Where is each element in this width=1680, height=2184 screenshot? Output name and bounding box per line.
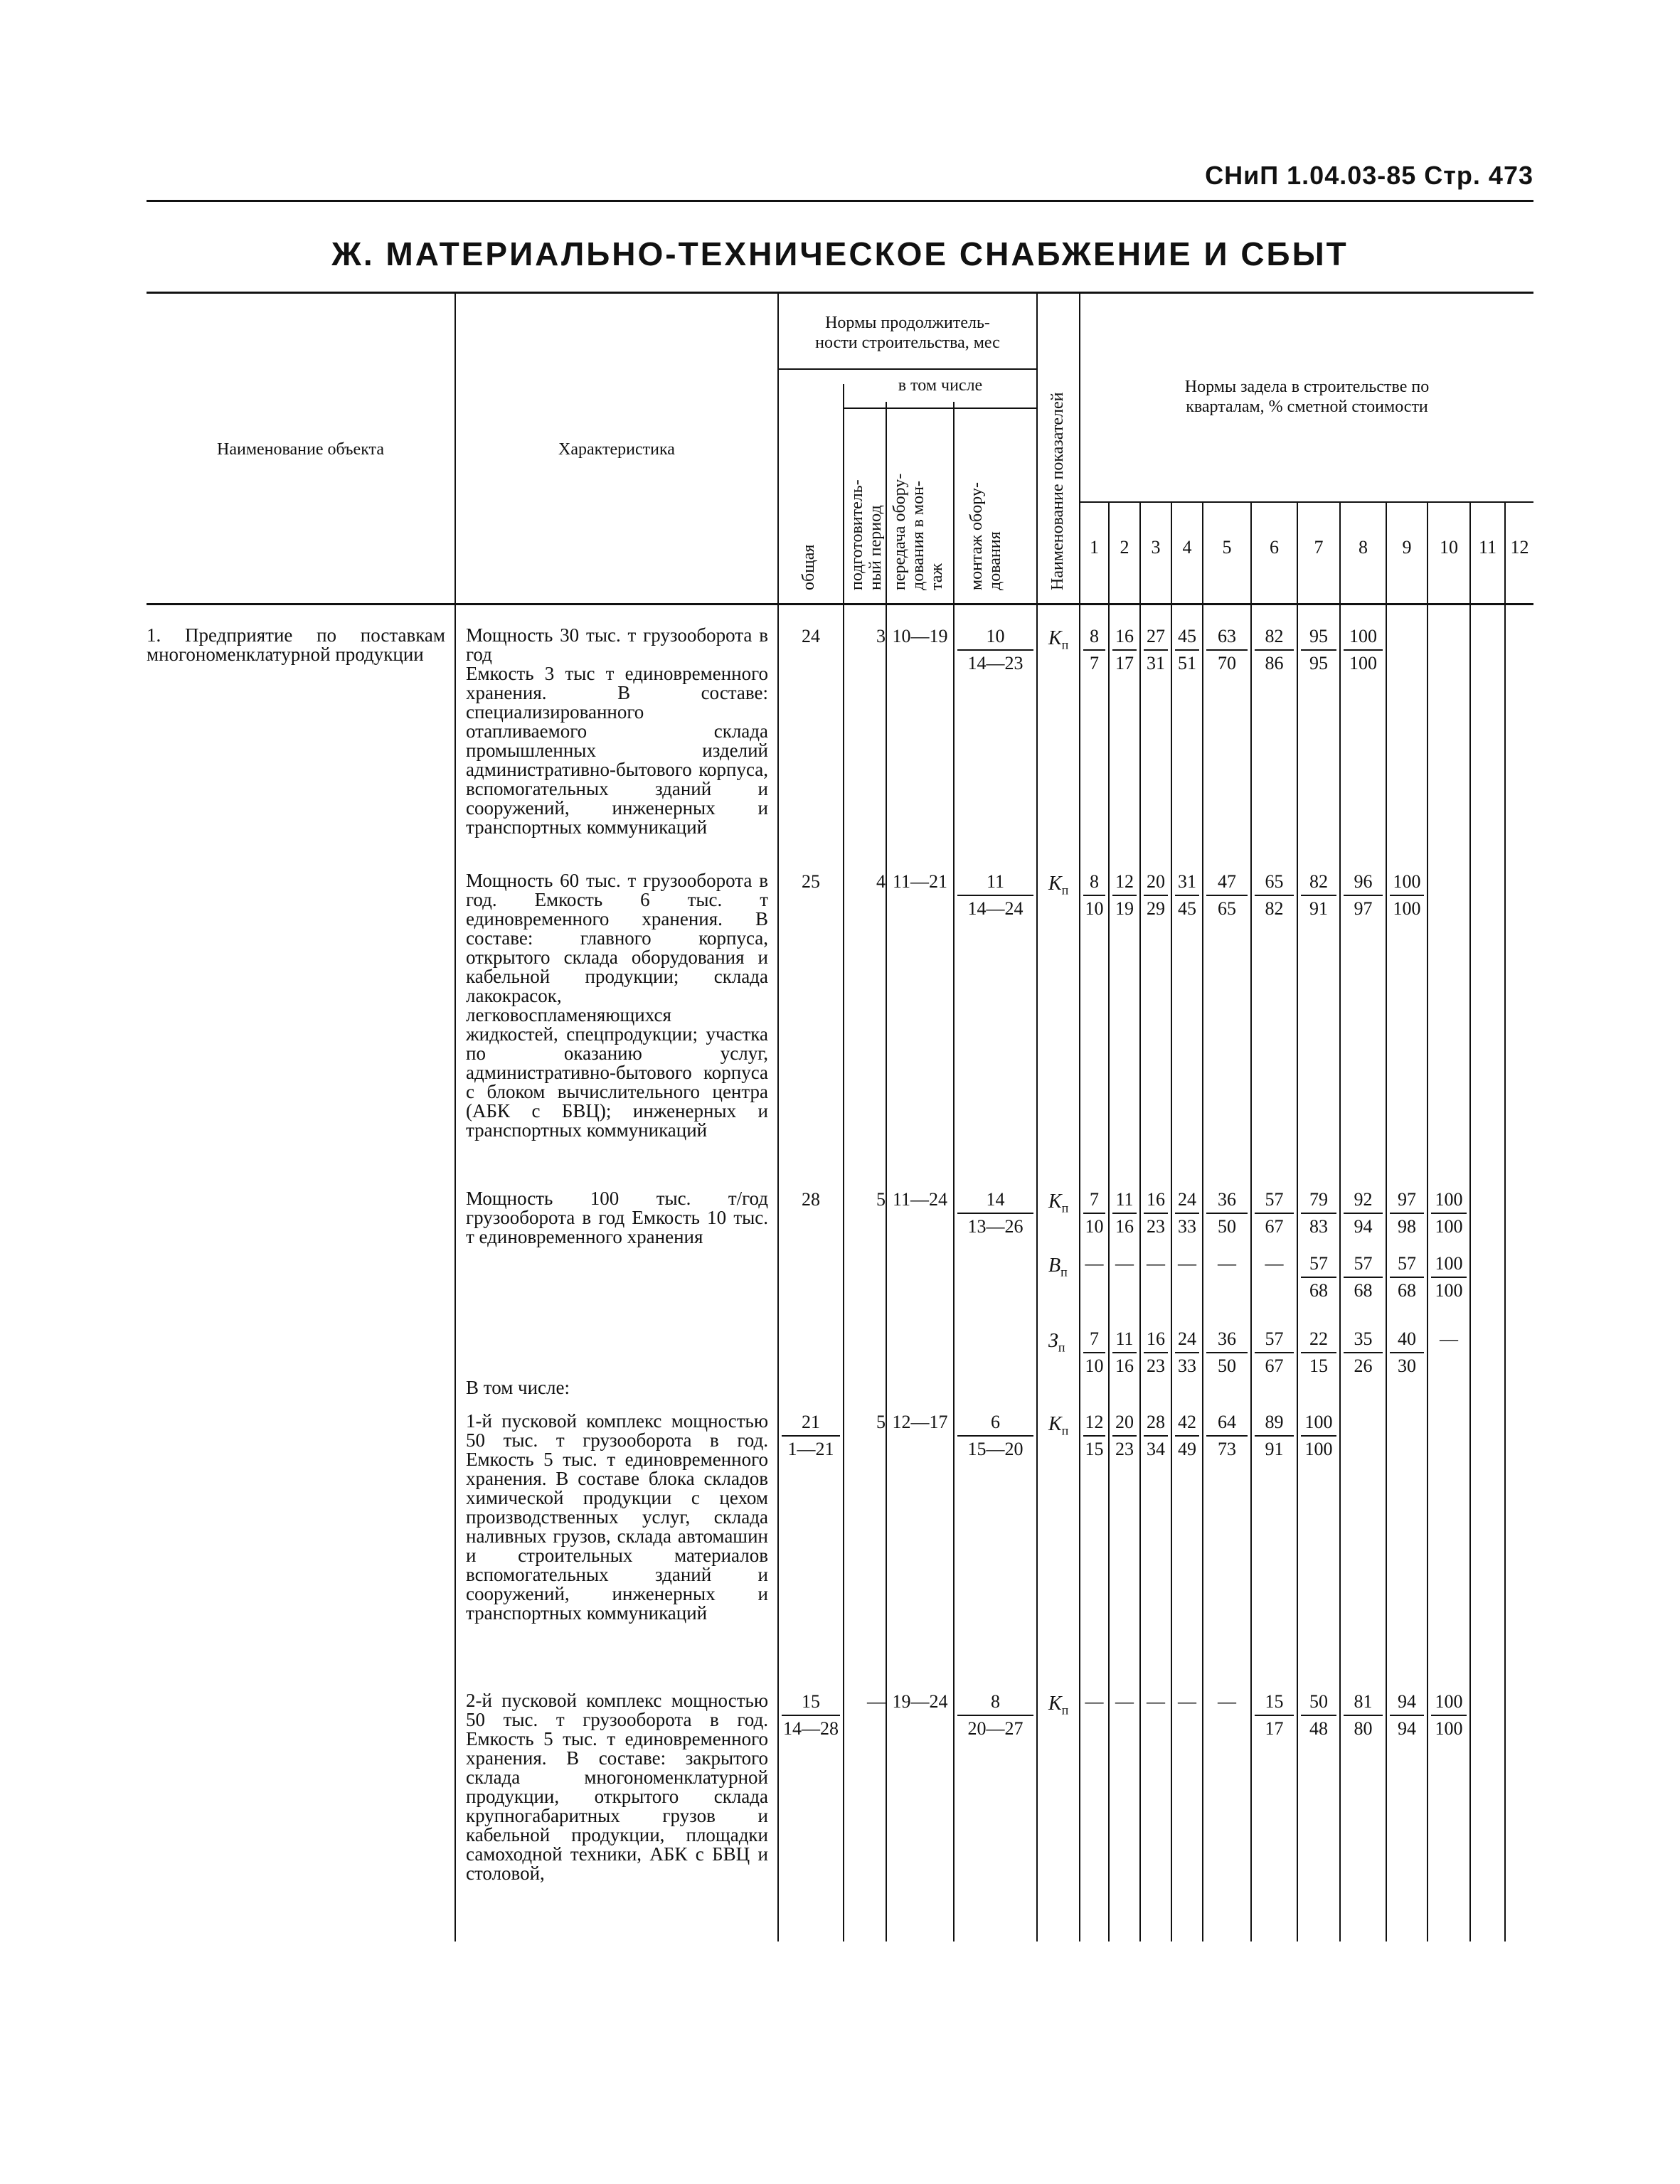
fraction-bar — [1301, 649, 1336, 651]
quarter-value-bottom: 97 — [1354, 898, 1373, 919]
indicator-label: $К_п$ — [1048, 1413, 1069, 1438]
quarter-value-bottom: 65 — [1218, 898, 1236, 919]
quarter-value: 24 — [1178, 1189, 1196, 1210]
fraction-bar — [1206, 1435, 1248, 1437]
quarter-value-bottom: 91 — [1309, 898, 1328, 919]
fraction-bar — [1112, 1352, 1137, 1353]
quarter-value: — — [1115, 1253, 1134, 1274]
duration-mount-range: 14—23 — [967, 653, 1024, 673]
quarter-value-bottom: 94 — [1398, 1718, 1416, 1739]
fraction-bar — [1112, 1213, 1137, 1214]
quarter-value: 96 — [1354, 871, 1373, 892]
quarter-value-bottom: 23 — [1147, 1355, 1165, 1376]
quarter-value-bottom: 100 — [1393, 898, 1421, 919]
fraction-bar — [1144, 895, 1168, 896]
duration-mount: 14 — [986, 1189, 1005, 1210]
fraction-bar — [1301, 1435, 1336, 1437]
fraction-bar — [1255, 1715, 1294, 1716]
quarter-value-bottom: 48 — [1309, 1718, 1328, 1739]
indicator-label: $В_п$ — [1048, 1255, 1068, 1279]
fraction-bar — [1083, 1213, 1105, 1214]
quarter-value: 16 — [1147, 1328, 1165, 1349]
quarter-value: 100 — [1304, 1412, 1333, 1432]
quarter-value: 27 — [1147, 626, 1165, 646]
duration-general-range: 1—21 — [787, 1439, 834, 1459]
fraction-bar — [1083, 1352, 1105, 1353]
quarter-value-bottom: 10 — [1085, 1216, 1104, 1237]
row-characteristic: 1-й пусковой комплекс мощностью 50 тыс. т грузооборота в год. Емкость 5 тыс. т единовременного хранения. В составе блока складов химической продукции с цехом производственных услуг, склада наливных грузов, склада автомашин и строительных материалов вспомогательных зданий и сооружений, инженерных и транспортных коммуникаций — [466, 1410, 768, 1624]
quarter-value-bottom: 70 — [1218, 653, 1236, 673]
quarter-11: 11 — [1478, 537, 1497, 558]
duration-prep: 3 — [876, 626, 886, 646]
quarter-value: 12 — [1085, 1412, 1104, 1432]
quarter-value-bottom: 98 — [1398, 1216, 1416, 1237]
quarter-value-bottom: 67 — [1265, 1216, 1284, 1237]
quarter-value: 64 — [1218, 1412, 1236, 1432]
fraction-bar — [1301, 895, 1336, 896]
quarter-7: 7 — [1314, 537, 1324, 558]
fraction-bar — [1255, 649, 1294, 651]
quarter-value: 57 — [1309, 1253, 1328, 1274]
quarter-value: 50 — [1309, 1691, 1328, 1712]
quarter-value: 94 — [1398, 1691, 1416, 1712]
quarter-value-bottom: 33 — [1178, 1216, 1196, 1237]
row-characteristic: В том числе: — [466, 1377, 570, 1398]
quarter-value-bottom: 86 — [1265, 653, 1284, 673]
fraction-bar — [1255, 1352, 1294, 1353]
quarter-value-bottom: 68 — [1354, 1280, 1373, 1301]
quarter-3: 3 — [1151, 537, 1161, 558]
fraction-bar — [1431, 1213, 1467, 1214]
fraction-bar — [1255, 1435, 1294, 1437]
quarter-value: 15 — [1265, 1691, 1284, 1712]
fraction-bar — [1344, 895, 1383, 896]
fraction-bar — [1112, 895, 1137, 896]
fraction-bar — [1206, 1213, 1248, 1214]
row-characteristic: Мощность 30 тыс. т грузооборота в год Емкость 3 тыс т единовременного хранения. В составе: специализированного отапливаемого склада промышленных изделий административно-бытового корпуса, вспомогательных зданий и сооружений, инженерных и транспортных коммуникаций — [466, 624, 768, 838]
fraction-bar — [1175, 1435, 1199, 1437]
fraction-bar — [957, 1715, 1033, 1716]
quarter-value: 89 — [1265, 1412, 1284, 1432]
fraction-bar — [1431, 1715, 1467, 1716]
quarter-value-bottom: 68 — [1398, 1280, 1416, 1301]
quarter-value-bottom: 19 — [1115, 898, 1134, 919]
fraction-bar — [782, 1715, 840, 1716]
section-title: Ж. МАТЕРИАЛЬНО-ТЕХНИЧЕСКОЕ СНАБЖЕНИЕ И СБЫТ — [331, 235, 1349, 272]
duration-mount-range: 15—20 — [967, 1439, 1024, 1459]
fraction-bar — [1144, 1213, 1168, 1214]
quarter-value-bottom: 95 — [1309, 653, 1328, 673]
quarter-value-bottom: 50 — [1218, 1355, 1236, 1376]
duration-transfer: 19—24 — [892, 1691, 948, 1712]
duration-mount-range: 13—26 — [967, 1216, 1024, 1237]
fraction-bar — [1112, 649, 1137, 651]
quarter-value-bottom: 29 — [1147, 898, 1165, 919]
fraction-bar — [1083, 649, 1105, 651]
quarter-value-bottom: 83 — [1309, 1216, 1328, 1237]
quarter-value-bottom: 23 — [1147, 1216, 1165, 1237]
fraction-bar — [1390, 1715, 1424, 1716]
quarter-value: 57 — [1265, 1328, 1284, 1349]
quarter-value: — — [1178, 1691, 1196, 1712]
quarter-value-bottom: 68 — [1309, 1280, 1328, 1301]
quarter-value: — — [1218, 1253, 1236, 1274]
quarter-value-bottom: 10 — [1085, 1355, 1104, 1376]
quarter-value: 11 — [1115, 1189, 1134, 1210]
fraction-bar — [1301, 1277, 1336, 1278]
quarter-value: 95 — [1309, 626, 1328, 646]
col-header-prep: подготовитель- ный период — [848, 479, 885, 590]
quarter-value-bottom: 100 — [1435, 1216, 1463, 1237]
duration-transfer: 11—24 — [892, 1189, 948, 1210]
col-header-in-that: в том числе — [898, 376, 983, 395]
quarter-value: — — [1085, 1691, 1104, 1712]
quarter-value-bottom: 51 — [1178, 653, 1196, 673]
quarter-value: 12 — [1115, 871, 1134, 892]
quarter-value-bottom: 45 — [1178, 898, 1196, 919]
fraction-bar — [1344, 1277, 1383, 1278]
fraction-bar — [1206, 895, 1248, 896]
quarter-value: 36 — [1218, 1328, 1236, 1349]
duration-transfer: 11—21 — [892, 871, 948, 892]
quarter-value-bottom: 73 — [1218, 1439, 1236, 1459]
fraction-bar — [1344, 1213, 1383, 1214]
quarter-value: 57 — [1354, 1253, 1373, 1274]
quarter-value: 16 — [1115, 626, 1134, 646]
quarter-value-bottom: 23 — [1115, 1439, 1134, 1459]
row-characteristic: Мощность 100 тыс. т/год грузооборота в год Емкость 10 тыс. т единовременного хранения — [466, 1188, 768, 1247]
fraction-bar — [1083, 895, 1105, 896]
fraction-bar — [1344, 649, 1383, 651]
quarter-value: 79 — [1309, 1189, 1328, 1210]
fraction-bar — [957, 1213, 1033, 1214]
quarter-value-bottom: 94 — [1354, 1216, 1373, 1237]
quarter-value: 42 — [1178, 1412, 1196, 1432]
fraction-bar — [1390, 1213, 1424, 1214]
quarter-value: 11 — [1115, 1328, 1134, 1349]
quarter-value: — — [1085, 1253, 1104, 1274]
quarter-value: 100 — [1435, 1253, 1463, 1274]
quarter-value: 20 — [1147, 871, 1165, 892]
quarter-10: 10 — [1440, 537, 1458, 558]
duration-transfer: 12—17 — [892, 1412, 948, 1432]
quarter-value-bottom: 82 — [1265, 898, 1284, 919]
quarter-value: 8 — [1090, 871, 1099, 892]
duration-general: 28 — [802, 1189, 820, 1210]
duration-prep: 5 — [876, 1412, 886, 1432]
quarter-value: — — [1147, 1691, 1165, 1712]
fraction-bar — [1206, 1352, 1248, 1353]
quarter-value: 63 — [1218, 626, 1236, 646]
duration-general-range: 14—28 — [783, 1718, 839, 1739]
quarter-value-bottom: 33 — [1178, 1355, 1196, 1376]
quarter-value: 16 — [1147, 1189, 1165, 1210]
col-header-backlog: Нормы задела в строительстве по кварталам, % сметной стоимости — [1184, 378, 1430, 416]
row-characteristic: Мощность 60 тыс. т грузооборота в год. Емкость 6 тыс. т единовременного хранения. В составе: главного корпуса, открытого склада оборудования и кабельной продукции; склада лакокрасок, легковоспламеняющихся жидкостей, спецпродукции; участка по оказанию услуг, административно-бытового корпуса с блоком вычислительного центра (АБК с БВЦ); инженерных и транспортных коммуникаций — [466, 870, 768, 1141]
duration-mount: 11 — [986, 871, 1005, 892]
quarter-value: 31 — [1178, 871, 1196, 892]
fraction-bar — [1390, 1277, 1424, 1278]
quarter-value: 100 — [1393, 871, 1421, 892]
fraction-bar — [1301, 1715, 1336, 1716]
quarter-value-bottom: 30 — [1398, 1355, 1416, 1376]
quarter-value-bottom: 15 — [1085, 1439, 1104, 1459]
col-header-indicator: Наименование показателей — [1048, 392, 1067, 590]
fraction-bar — [1344, 1715, 1383, 1716]
col-header-mount: монтаж обору- дования — [967, 482, 1004, 590]
quarter-value-bottom: 49 — [1178, 1439, 1196, 1459]
quarter-value-bottom: 67 — [1265, 1355, 1284, 1376]
quarter-value-bottom: 17 — [1115, 653, 1134, 673]
quarter-value: 65 — [1265, 871, 1284, 892]
quarter-value: 92 — [1354, 1189, 1373, 1210]
quarter-value: 8 — [1090, 626, 1099, 646]
quarter-5: 5 — [1222, 537, 1232, 558]
duration-prep: — — [867, 1691, 886, 1712]
quarter-value: — — [1115, 1691, 1134, 1712]
indicator-label: $К_п$ — [1048, 1693, 1069, 1717]
duration-prep: 5 — [876, 1189, 886, 1210]
col-header-general: общая — [799, 544, 818, 590]
quarter-value: 7 — [1090, 1328, 1099, 1349]
fraction-bar — [1301, 1213, 1336, 1214]
duration-general: 25 — [802, 871, 820, 892]
quarter-value: — — [1265, 1253, 1284, 1274]
fraction-bar — [1344, 1352, 1383, 1353]
quarter-value-bottom: 26 — [1354, 1355, 1373, 1376]
quarter-2: 2 — [1120, 537, 1129, 558]
fraction-bar — [1390, 1352, 1424, 1353]
quarter-value: 40 — [1398, 1328, 1416, 1349]
quarter-value-bottom: 100 — [1435, 1718, 1463, 1739]
quarter-value: 97 — [1398, 1189, 1416, 1210]
duration-prep: 4 — [876, 871, 886, 892]
indicator-label: $З_п$ — [1048, 1330, 1065, 1355]
fraction-bar — [1144, 1352, 1168, 1353]
quarter-value: 45 — [1178, 626, 1196, 646]
quarter-value: — — [1218, 1691, 1236, 1712]
header-rule — [147, 200, 1533, 202]
quarter-4: 4 — [1182, 537, 1192, 558]
duration-transfer: 10—19 — [892, 626, 948, 646]
fraction-bar — [1431, 1277, 1467, 1278]
col-header-duration: Нормы продолжитель- ности строительства, мес — [815, 314, 1000, 352]
fraction-bar — [782, 1435, 840, 1437]
fraction-bar — [1175, 895, 1199, 896]
indicator-label: $К_п$ — [1048, 873, 1069, 897]
fraction-bar — [1144, 649, 1168, 651]
quarter-12: 12 — [1510, 537, 1529, 558]
quarter-value: 35 — [1354, 1328, 1373, 1349]
quarter-value: — — [1178, 1253, 1196, 1274]
quarter-value: 57 — [1265, 1189, 1284, 1210]
fraction-bar — [1144, 1435, 1168, 1437]
fraction-bar — [1206, 649, 1248, 651]
quarter-value-bottom: 7 — [1090, 653, 1099, 673]
quarter-value: 100 — [1349, 626, 1377, 646]
fraction-bar — [1255, 1213, 1294, 1214]
quarter-value-bottom: 34 — [1147, 1439, 1165, 1459]
quarter-value-bottom: 80 — [1354, 1718, 1373, 1739]
quarter-value-bottom: 91 — [1265, 1439, 1284, 1459]
duration-general: 15 — [802, 1691, 820, 1712]
col-header-characteristic: Характеристика — [558, 440, 675, 459]
fraction-bar — [1175, 1352, 1199, 1353]
quarter-value: 100 — [1435, 1691, 1463, 1712]
quarter-value: 100 — [1435, 1189, 1463, 1210]
fraction-bar — [1175, 1213, 1199, 1214]
quarter-value: 82 — [1265, 626, 1284, 646]
fraction-bar — [1175, 649, 1199, 651]
quarter-value: 28 — [1147, 1412, 1165, 1432]
fraction-bar — [1112, 1435, 1137, 1437]
quarter-value-bottom: 100 — [1304, 1439, 1333, 1459]
quarter-1: 1 — [1090, 537, 1099, 558]
quarter-value: 22 — [1309, 1328, 1328, 1349]
quarter-9: 9 — [1402, 537, 1412, 558]
fraction-bar — [1255, 895, 1294, 896]
quarter-6: 6 — [1270, 537, 1279, 558]
duration-mount: 6 — [991, 1412, 1000, 1432]
duration-mount: 10 — [986, 626, 1005, 646]
quarter-value: — — [1147, 1253, 1165, 1274]
quarter-value: 57 — [1398, 1253, 1416, 1274]
duration-mount-range: 20—27 — [967, 1718, 1024, 1739]
indicator-label: $К_п$ — [1048, 1190, 1069, 1215]
quarter-value: 24 — [1178, 1328, 1196, 1349]
fraction-bar — [957, 1435, 1033, 1437]
fraction-bar — [1390, 895, 1424, 896]
quarter-value: 81 — [1354, 1691, 1373, 1712]
duration-general: 24 — [802, 626, 820, 646]
quarter-value-bottom: 10 — [1085, 898, 1104, 919]
quarter-value-bottom: 100 — [1349, 653, 1377, 673]
fraction-bar — [1083, 1435, 1105, 1437]
quarter-value: — — [1440, 1328, 1458, 1349]
quarter-value: 47 — [1218, 871, 1236, 892]
row-characteristic: 2-й пусковой комплекс мощностью 50 тыс. т грузооборота в год. Емкость 5 тыс. т единовременного хранения. В составе: закрытого склада многономенклатурной продукции, открытого склада крупногабаритных грузов и кабельной продукции, площадки самоходной техники, АБК с БВЦ и столовой, — [466, 1690, 768, 1884]
quarter-value-bottom: 15 — [1309, 1355, 1328, 1376]
indicator-label: $К_п$ — [1048, 627, 1069, 652]
quarter-value: 36 — [1218, 1189, 1236, 1210]
quarter-value-bottom: 50 — [1218, 1216, 1236, 1237]
quarter-value-bottom: 17 — [1265, 1718, 1284, 1739]
duration-mount: 8 — [991, 1691, 1000, 1712]
quarter-value-bottom: 31 — [1147, 653, 1165, 673]
duration-general: 21 — [802, 1412, 820, 1432]
fraction-bar — [1301, 1352, 1336, 1353]
quarter-value: 20 — [1115, 1412, 1134, 1432]
quarter-value-bottom: 16 — [1115, 1355, 1134, 1376]
col-header-transfer: передача обору- дования в мон- таж — [890, 473, 946, 590]
object-name: 1. Предприятие по поставкам многономенклатурной продукции — [147, 624, 445, 665]
page-header: СНиП 1.04.03-85 Стр. 473 — [1205, 161, 1533, 190]
quarter-value-bottom: 100 — [1435, 1280, 1463, 1301]
duration-mount-range: 14—24 — [967, 898, 1024, 919]
col-header-name: Наименование объекта — [217, 440, 384, 459]
quarter-value-bottom: 16 — [1115, 1216, 1134, 1237]
fraction-bar — [957, 649, 1033, 651]
quarter-value: 7 — [1090, 1189, 1099, 1210]
fraction-bar — [957, 895, 1033, 896]
quarter-8: 8 — [1359, 537, 1368, 558]
quarter-value: 82 — [1309, 871, 1328, 892]
